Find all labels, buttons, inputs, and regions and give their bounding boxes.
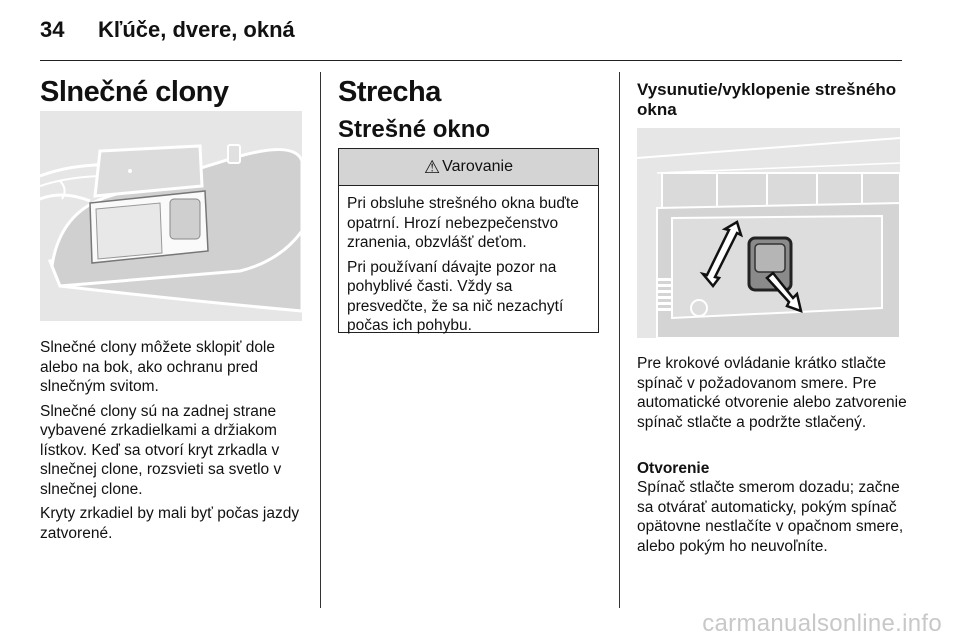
watermark: carmanualsonline.info	[702, 610, 942, 637]
column-divider-1	[320, 72, 321, 608]
sunroof-switch-illustration	[637, 128, 900, 338]
tilt-slide-text: Pre krokové ovládanie krátko stlačte spínač v požadovanom smere. Pre automatické otvorenie alebo zatvorenie spínač stlačte a podržte stlačený.	[637, 355, 907, 431]
chapter-title: Kľúče, dvere, okná	[98, 17, 295, 42]
header-rule	[40, 60, 902, 61]
warning-triangle-icon: ⚠	[424, 156, 441, 177]
sunroof-switch-drawing	[637, 128, 900, 338]
tilt-slide-heading: Vysunutie/vyklopenie strešného okna	[637, 80, 897, 119]
warning-header	[339, 149, 598, 186]
warning-title: Varovanie	[442, 158, 513, 175]
sun-visor-drawing	[40, 111, 302, 321]
opening-heading: Otvorenie	[637, 460, 710, 477]
roof-heading: Strecha	[338, 76, 441, 108]
warning-box	[338, 148, 599, 333]
sun-visor-illustration	[40, 111, 302, 321]
paragraph: Slnečné clony sú na zadnej strane vybavené zrkadielkami a držiakom lístkov. Keď sa otvorí kryt zrkadla v slnečnej clone, rozsvieti sa svetlo v slnečnej clone.	[40, 402, 282, 498]
paragraph: Kryty zrkadiel by mali byť počas jazdy zatvorené.	[40, 505, 300, 542]
sun-visor-text	[40, 338, 310, 548]
paragraph: Pri používaní dávajte pozor na pohyblivé časti. Vždy sa presvedčte, že sa nič nezachytí počas ich pohybu.	[347, 258, 564, 334]
sunroof-heading: Strešné okno	[338, 116, 491, 143]
paragraph: Slnečné clony môžete sklopiť dole alebo na bok, ako ochranu pred slnečným svitom.	[40, 339, 275, 395]
sun-visor-heading: Slnečné clony	[40, 76, 229, 108]
page-number: 34	[40, 17, 65, 42]
warning-body	[339, 186, 598, 336]
opening-text: Spínač stlačte smerom dozadu; začne sa otvárať automaticky, pokým spínač opätovne nestlačíte v opačnom smere, alebo pokým ho neuvoľníte.	[637, 479, 904, 555]
paragraph: Pri obsluhe strešného okna buďte opatrní. Hrozí nebezpečenstvo zranenia, obzvlášť deťom.	[347, 195, 579, 251]
column-divider-2	[619, 72, 620, 608]
